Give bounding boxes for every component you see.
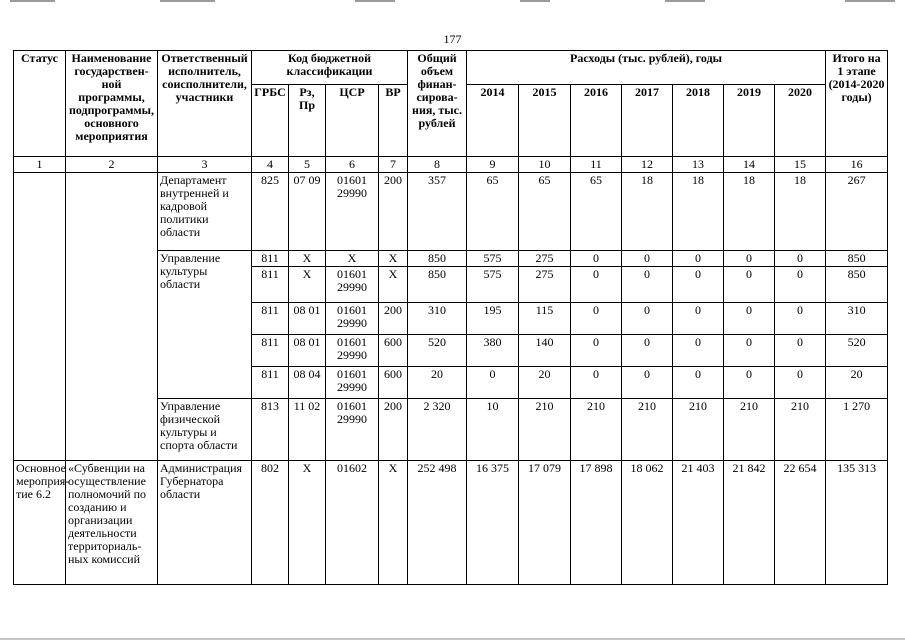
column-number: 14 — [724, 157, 775, 173]
grbs-cell: 813 — [252, 399, 289, 461]
year-cell: 0 — [571, 303, 622, 335]
year-cell: 0 — [622, 367, 673, 399]
status-cell: Основное мероприя-тие 6.2 — [14, 461, 66, 585]
rz-pr-cell: Х — [289, 267, 326, 303]
budget-table — [13, 50, 888, 585]
csr-cell: 01601 29990 — [326, 399, 379, 461]
scan-artifact-line — [160, 0, 215, 2]
column-number: 9 — [467, 157, 519, 173]
year-cell: 0 — [622, 303, 673, 335]
stage-total-cell: 20 — [826, 367, 888, 399]
stage-total-cell: 310 — [826, 303, 888, 335]
column-number: 3 — [158, 157, 252, 173]
year-cell: 275 — [519, 267, 571, 303]
rz-pr-cell: 08 01 — [289, 303, 326, 335]
page-number: 177 — [443, 32, 462, 46]
header-responsible: Ответственный исполнитель, соисполнители, участники — [158, 51, 252, 157]
column-number: 15 — [775, 157, 826, 173]
responsible-cell: Администрация Губернатора области — [158, 461, 252, 585]
column-number: 5 — [289, 157, 326, 173]
header-year: 2016 — [571, 85, 622, 157]
year-cell: 0 — [673, 335, 724, 367]
header-year: 2015 — [519, 85, 571, 157]
vr-cell: 200 — [379, 399, 408, 461]
column-number: 8 — [408, 157, 467, 173]
name-cell-empty — [66, 173, 158, 461]
responsible-cell: Департамент внутренней и кадровой политики области — [158, 173, 252, 251]
header-total-volume: Общий объем финан-сирова-ния, тыс. рублей — [408, 51, 467, 157]
vr-cell: Х — [379, 461, 408, 585]
vr-cell: Х — [379, 267, 408, 303]
column-number: 10 — [519, 157, 571, 173]
column-number: 12 — [622, 157, 673, 173]
total-cell: 850 — [408, 251, 467, 267]
header-grbs: ГРБС — [252, 85, 289, 157]
year-cell: 0 — [775, 267, 826, 303]
program-name-cell: «Субвенции на осуществление полномочий по созданию и организации деятельности территориаль-ных комиссий — [66, 461, 158, 585]
total-cell: 252 498 — [408, 461, 467, 585]
year-cell: 115 — [519, 303, 571, 335]
year-cell: 18 062 — [622, 461, 673, 585]
header-total-stage: Итого на 1 этапе (2014-2020 годы) — [826, 51, 888, 157]
year-cell: 0 — [571, 335, 622, 367]
header-csr: ЦСР — [326, 85, 379, 157]
year-cell: 0 — [724, 251, 775, 267]
column-number: 1 — [14, 157, 66, 173]
year-cell: 65 — [571, 173, 622, 251]
year-cell: 210 — [775, 399, 826, 461]
year-cell: 0 — [673, 367, 724, 399]
column-number: 6 — [326, 157, 379, 173]
scan-artifact-line — [355, 0, 395, 2]
stage-total-cell: 850 — [826, 251, 888, 267]
vr-cell: 600 — [379, 367, 408, 399]
year-cell: 0 — [673, 303, 724, 335]
header-budget-code: Код бюджетной классификации — [252, 51, 408, 85]
scan-artifact-line — [520, 0, 550, 2]
column-number: 11 — [571, 157, 622, 173]
vr-cell: 200 — [379, 173, 408, 251]
total-cell: 357 — [408, 173, 467, 251]
stage-total-cell: 1 270 — [826, 399, 888, 461]
rz-pr-cell: 08 01 — [289, 335, 326, 367]
year-cell: 0 — [622, 335, 673, 367]
grbs-cell: 811 — [252, 267, 289, 303]
year-cell: 0 — [571, 251, 622, 267]
stage-total-cell: 267 — [826, 173, 888, 251]
table-row — [14, 461, 888, 585]
scan-artifact-line — [665, 0, 705, 2]
grbs-cell: 811 — [252, 335, 289, 367]
csr-cell: 01601 29990 — [326, 335, 379, 367]
total-cell: 520 — [408, 335, 467, 367]
year-cell: 0 — [622, 267, 673, 303]
year-cell: 210 — [622, 399, 673, 461]
table-row — [14, 173, 888, 251]
header-program-name: Наименование государствен-ной программы, подпрограммы, основного мероприятия — [66, 51, 158, 157]
column-number: 4 — [252, 157, 289, 173]
rz-pr-cell: 11 02 — [289, 399, 326, 461]
grbs-cell: 811 — [252, 367, 289, 399]
year-cell: 380 — [467, 335, 519, 367]
year-cell: 0 — [622, 251, 673, 267]
year-cell: 0 — [467, 367, 519, 399]
year-cell: 10 — [467, 399, 519, 461]
csr-cell: 01601 29990 — [326, 367, 379, 399]
year-cell: 21 403 — [673, 461, 724, 585]
year-cell: 0 — [571, 267, 622, 303]
year-cell: 140 — [519, 335, 571, 367]
year-cell: 0 — [571, 367, 622, 399]
grbs-cell: 811 — [252, 303, 289, 335]
year-cell: 275 — [519, 251, 571, 267]
year-cell: 0 — [775, 335, 826, 367]
total-cell: 310 — [408, 303, 467, 335]
year-cell: 22 654 — [775, 461, 826, 585]
scan-artifact-line — [10, 0, 55, 2]
column-number: 2 — [66, 157, 158, 173]
column-number: 13 — [673, 157, 724, 173]
column-number: 7 — [379, 157, 408, 173]
vr-cell: 600 — [379, 335, 408, 367]
header-expenses: Расходы (тыс. рублей), годы — [467, 51, 826, 85]
year-cell: 0 — [673, 251, 724, 267]
csr-cell: 01601 29990 — [326, 303, 379, 335]
year-cell: 21 842 — [724, 461, 775, 585]
total-cell: 20 — [408, 367, 467, 399]
rz-pr-cell: 08 04 — [289, 367, 326, 399]
year-cell: 210 — [519, 399, 571, 461]
grbs-cell: 825 — [252, 173, 289, 251]
year-cell: 18 — [673, 173, 724, 251]
year-cell: 65 — [519, 173, 571, 251]
stage-total-cell: 135 313 — [826, 461, 888, 585]
vr-cell: 200 — [379, 303, 408, 335]
total-cell: 850 — [408, 267, 467, 303]
status-cell-empty — [14, 173, 66, 461]
year-cell: 0 — [724, 303, 775, 335]
header-year: 2014 — [467, 85, 519, 157]
scan-artifact-line — [845, 0, 895, 2]
year-cell: 0 — [775, 303, 826, 335]
column-number-row — [14, 157, 888, 173]
year-cell: 17 079 — [519, 461, 571, 585]
year-cell: 210 — [724, 399, 775, 461]
grbs-cell: 802 — [252, 461, 289, 585]
year-cell: 18 — [775, 173, 826, 251]
csr-cell: 01601 29990 — [326, 173, 379, 251]
stage-total-cell: 850 — [826, 267, 888, 303]
year-cell: 18 — [724, 173, 775, 251]
year-cell: 0 — [724, 335, 775, 367]
year-cell: 195 — [467, 303, 519, 335]
year-cell: 0 — [673, 267, 724, 303]
year-cell: 0 — [724, 367, 775, 399]
year-cell: 575 — [467, 267, 519, 303]
header-rz-pr: Рз, Пр — [289, 85, 326, 157]
column-number: 16 — [826, 157, 888, 173]
vr-cell: Х — [379, 251, 408, 267]
header-year: 2018 — [673, 85, 724, 157]
responsible-cell: Управление физической культуры и спорта области — [158, 399, 252, 461]
year-cell: 210 — [571, 399, 622, 461]
responsible-cell: Управление культуры области — [158, 251, 252, 399]
csr-cell: 01602 — [326, 461, 379, 585]
stage-total-cell: 520 — [826, 335, 888, 367]
year-cell: 0 — [775, 367, 826, 399]
year-cell: 0 — [775, 251, 826, 267]
year-cell: 17 898 — [571, 461, 622, 585]
grbs-cell: 811 — [252, 251, 289, 267]
csr-cell: Х — [326, 251, 379, 267]
header-year: 2020 — [775, 85, 826, 157]
header-year: 2019 — [724, 85, 775, 157]
year-cell: 20 — [519, 367, 571, 399]
year-cell: 210 — [673, 399, 724, 461]
rz-pr-cell: Х — [289, 461, 326, 585]
total-cell: 2 320 — [408, 399, 467, 461]
rz-pr-cell: Х — [289, 251, 326, 267]
rz-pr-cell: 07 09 — [289, 173, 326, 251]
year-cell: 65 — [467, 173, 519, 251]
year-cell: 18 — [622, 173, 673, 251]
year-cell: 16 375 — [467, 461, 519, 585]
csr-cell: 01601 29990 — [326, 267, 379, 303]
header-vr: ВР — [379, 85, 408, 157]
header-status: Статус — [14, 51, 66, 157]
year-cell: 575 — [467, 251, 519, 267]
year-cell: 0 — [724, 267, 775, 303]
header-year: 2017 — [622, 85, 673, 157]
